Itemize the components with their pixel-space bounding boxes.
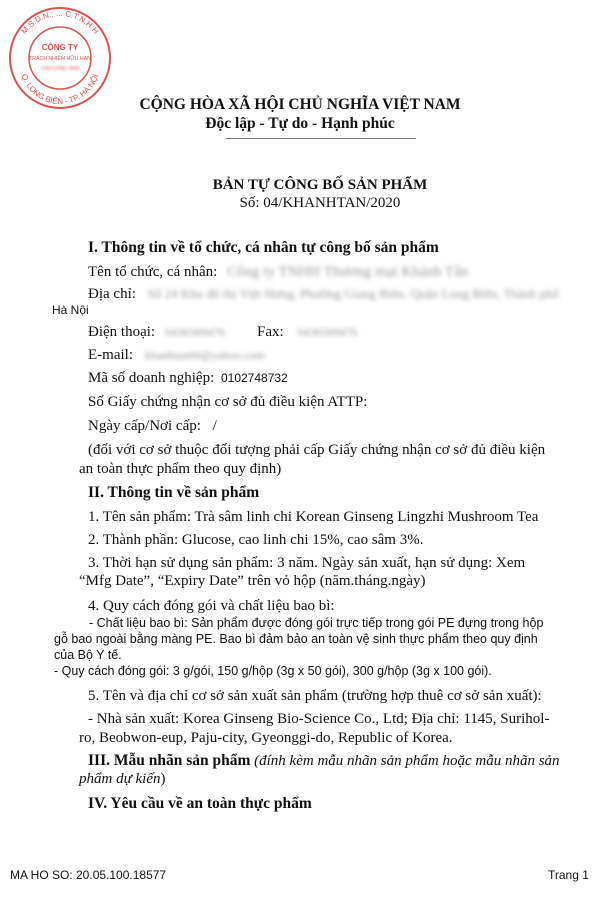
address-city: Hà Nội (52, 303, 89, 317)
manufacturer-line-2: ro, Beobwon-eup, Paju-city, Gyeonggi-do, Republic of Korea. (79, 730, 453, 746)
tax-code-value: 0102748732 (220, 371, 288, 385)
footer-record-number: MA HO SO: 20.05.100.18577 (10, 868, 167, 882)
header-divider (226, 138, 416, 139)
org-name-row (88, 263, 468, 281)
address-row (88, 285, 588, 303)
org-name-value: Công ty TNHH Thương mại Khánh Tân (227, 264, 469, 280)
section-3-note-row-2 (79, 770, 166, 788)
section-3-row (88, 752, 560, 770)
address-value: Số 24 Khu đô thị Việt Hưng, Phường Giang Biên, Quận Long Biên, Thành phố (147, 286, 560, 301)
shelf-life-line-1: 3. Thời hạn sử dụng sản phẩm: 3 năm. Ngày sản xuất, hạn sử dụng: Xem (88, 555, 526, 571)
seal-center-line-2: TRÁCH NHIỆM HỮU HẠN (29, 56, 91, 62)
packaging-material-line-2: gỗ bao ngoài bằng màng PE. Bao bì đảm bảo an toàn vệ sinh thực phẩm theo quy định (54, 632, 538, 646)
fax-label: Fax: (257, 324, 284, 340)
cert-note-line-2: an toàn thực phẩm theo quy định) (79, 461, 282, 477)
food-safety-cert-label: Số Giấy chứng nhận cơ sở đủ điều kiện ATTP: (88, 394, 368, 410)
phone-value: 0436569476 (164, 325, 225, 339)
seal-center-line-3: THƯƠNG MẠI (40, 66, 80, 72)
email-label: E-mail: (88, 347, 133, 363)
phone-label: Điện thoại: (88, 324, 156, 340)
svg-text:M.S.D.N.: ... C.T.N.H.H (20, 9, 101, 36)
seal-outer-top-text: M.S.D.N.: ... C.T.N.H.H (19, 8, 101, 36)
footer-page-number: Trang 1 (548, 868, 589, 882)
document-title: BẢN TỰ CÔNG BỐ SẢN PHẨM (212, 177, 428, 193)
section-3-note-part-1: (đính kèm mẫu nhãn sản phẩm hoặc mẫu nhãn sản (254, 753, 560, 769)
packaging-material-line-1: - Chất liệu bao bì: Sản phẩm được đóng gói trực tiếp trong gói PE đựng trong hộp (89, 616, 544, 630)
packaging-spec: - Quy cách đóng gói: 3 g/gói, 150 g/hộp (3g x 50 gói), 300 g/hộp (3g x 100 gói). (54, 664, 492, 678)
email-value: khanhtan00@yahoo.com (144, 348, 265, 362)
org-name-label: Tên tổ chức, cá nhân: (88, 264, 218, 280)
product-ingredients: 2. Thành phần: Glucose, cao linh chi 15%, cao sâm 3%. (88, 532, 424, 548)
document-number: Số: 04/KHANHTAN/2020 (239, 195, 401, 211)
section-3-note-part-2: phẩm dự kiến (79, 771, 161, 787)
section-1-heading: I. Thông tin về tổ chức, cá nhân tự công bố sản phẩm (88, 239, 439, 256)
seal-outer-bottom-text: Q. LONG BIÊN - TP. HÀ NỘI (19, 72, 101, 107)
issue-label: Ngày cấp/Nơi cấp: (88, 418, 201, 434)
national-title: CỘNG HÒA XÃ HỘI CHỦ NGHĨA VIỆT NAM (139, 96, 461, 113)
fax-row (257, 323, 357, 341)
cert-note-line-1: (đối với cơ sở thuộc đối tượng phải cấp Giấy chứng nhận cơ sở đủ điều kiện (88, 442, 546, 458)
section-2-heading: II. Thông tin về sản phẩm (88, 484, 260, 501)
product-name: 1. Tên sản phẩm: Trà sâm linh chi Korean Ginseng Lingzhi Mushroom Tea (88, 509, 539, 525)
email-row (88, 346, 265, 364)
national-motto: Độc lập - Tự do - Hạnh phúc (205, 115, 395, 132)
tax-code-label: Mã số doanh nghiệp: (88, 370, 215, 386)
manufacturer-heading: 5. Tên và địa chỉ cơ sở sản xuất sản phẩm (trường hợp thuê cơ sở sản xuất): (88, 688, 542, 704)
issue-value: / (212, 418, 217, 434)
packaging-material-line-3: của Bộ Y tế. (54, 648, 122, 662)
fax-value: 0436569476 (297, 325, 358, 339)
seal-center-line-1: CÔNG TY (41, 43, 79, 52)
phone-row (88, 323, 225, 341)
address-label: Địa chỉ: (88, 286, 136, 302)
manufacturer-line-1: - Nhà sản xuất: Korea Ginseng Bio-Science Co., Ltd; Địa chỉ: 1145, Surihol- (88, 711, 550, 727)
packaging-heading: 4. Quy cách đóng gói và chất liệu bao bì: (88, 598, 335, 614)
section-3-heading: III. Mẫu nhãn sản phẩm (88, 752, 251, 769)
shelf-life-line-2: “Mfg Date”, “Expiry Date” trên vỏ hộp (năm.tháng.ngày) (79, 573, 426, 589)
section-3-note-close: ) (160, 771, 166, 787)
tax-code-row (88, 369, 288, 387)
section-4-heading: IV. Yêu cầu về an toàn thực phẩm (88, 795, 312, 812)
issue-row (88, 417, 217, 435)
